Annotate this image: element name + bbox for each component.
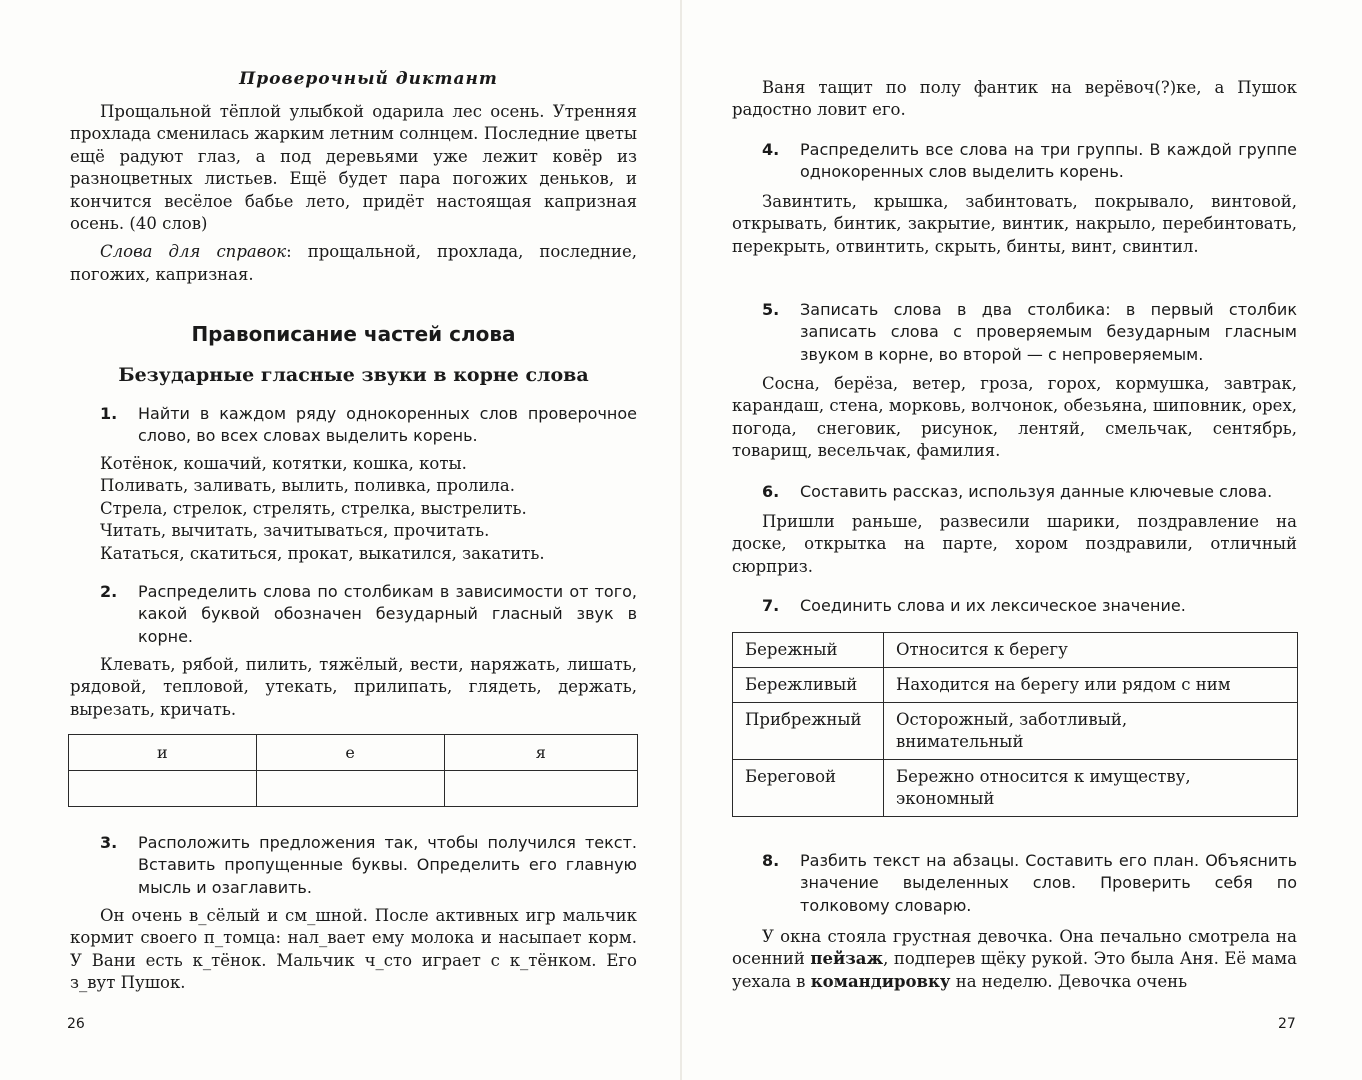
story-paragraph [732,926,1297,993]
meaning-cell: Находится на берегу или рядом с ним [884,668,1298,703]
task-2-words [70,654,637,721]
word-cell: Береговой [733,760,884,817]
task-number: 1. [100,404,118,423]
task-text: Найти в каждом ряду однокоренных слов проверочное слово, во всех словах выделить корень. [138,404,637,446]
answer-cell[interactable] [256,771,444,807]
right-page [681,0,1362,1080]
story-part: , подперев щёку рукой. Это была Аня. Её мама уехала в [732,949,1297,991]
task-text: Распределить слова по столбикам в зависимости от того, какой буквой обозначен безударный гласный звук в корне. [138,582,637,646]
meaning-cell: Бережно относится к имуществу, экономный [884,760,1298,817]
section-title: Правописание частей слова [191,322,516,346]
task-text: Записать слова в два столбика: в первый столбик записать слова с проверяемым безударным гласным звуком в корне, во второй — с непроверяемым. [800,300,1297,364]
table-row [733,760,1298,817]
task-5-words [732,373,1297,463]
task-text: Расположить предложения так, чтобы получился текст. Вставить пропущенные буквы. Определить его главную мысль и озаглавить. [138,833,637,897]
dictation-paragraph: Прощальной тёплой улыбкой одарила лес осень. Утренняя прохлада сменилась жарким летним солнцем. Последние цветы ещё радуют глаз, а под деревьями уже лежит ковёр из разноцветных листьев. Ещё будет пара погожих деньков, и кончится весёлое бабье лето, придёт настоящая капризная осень. (40 слов) [70,102,637,234]
task-number: 2. [100,582,118,601]
story-part: У окна стояла грустная девочка. Она печально смотрела на осенний [732,927,1297,969]
task-number: 6. [762,482,780,501]
dictation-text [70,101,637,286]
page-number: 26 [67,1016,85,1032]
task-2 [100,581,637,648]
column-header: е [256,735,444,771]
page-number: 27 [1278,1016,1296,1032]
sentences-paragraph: Он очень в_сёлый и см_шной. После активных игр мальчик кормит своего п_томца: нал_вает ему молока и насыпает корм. У Вани есть к_тёнок. Мальчик ч_сто играет с к_тёнком. Его з_вут Пушок. [70,906,637,993]
reference-list: : прощальной, прохлада, последние, погожих, капризная. [70,242,637,284]
task-text: Соединить слова и их лексическое значение. [800,596,1186,615]
answer-cell[interactable] [69,771,257,807]
keyword-list: Пришли раньше, развесили шарики, поздравление на доске, открытка на парте, хором поздравили, отличный сюрприз. [732,512,1297,576]
task-text: Разбить текст на абзацы. Составить его план. Объяснить значение выделенных слов. Проверить себя по толковому словарю. [800,851,1297,915]
task-4 [762,139,1297,184]
dictation-title: Проверочный диктант [239,69,498,89]
table-row [733,633,1298,668]
answer-cell[interactable] [444,771,637,807]
vowel-table [68,734,638,807]
task-text: Составить рассказ, используя данные ключевые слова. [800,482,1273,501]
word-row: Читать, вычитать, зачитываться, прочитать. [100,521,490,541]
task-1 [100,403,637,448]
task-8 [762,850,1297,917]
task-8-text [732,926,1297,993]
task-number: 5. [762,300,780,319]
task-6 [762,481,1297,503]
task-5 [762,299,1297,366]
word-cell: Бережливый [733,668,884,703]
word-row: Стрела, стрелок, стрелять, стрелка, выстрелить. [100,498,527,518]
table-row [733,668,1298,703]
meaning-cell: Относится к берегу [884,633,1298,668]
task-number: 7. [762,596,780,615]
task-4-words [732,191,1297,258]
task-3 [100,832,637,899]
highlighted-word: командировку [810,971,951,991]
task-6-words [732,511,1297,578]
task-text: Распределить все слова на три группы. В каждой группе однокоренных слов выделить корень. [800,140,1297,182]
word-list: Клевать, рябой, пилить, тяжёлый, вести, наряжать, лишать, рядовой, тепловой, утекать, прилипать, глядеть, держать, вырезать, кричать. [70,655,637,719]
task-number: 4. [762,140,780,159]
meaning-table [732,632,1298,817]
continuation-text [732,77,1297,122]
word-cell: Бережный [733,633,884,668]
story-part: на неделю. Девочка очень [950,971,1188,991]
word-row: Котёнок, кошачий, котятки, кошка, коты. [100,454,467,473]
column-header: я [444,735,637,771]
task-number: 8. [762,851,780,870]
task-3-text [70,905,637,995]
word-cell: Прибрежный [733,703,884,760]
task-1-rows [100,453,637,565]
continuation-paragraph: Ваня тащит по полу фантик на верёвоч(?)ке, а Пушок радостно ловит его. [732,78,1297,120]
table-row [733,703,1298,760]
subsection-title: Безударные гласные звуки в корне слова [118,364,589,386]
task-number: 3. [100,833,118,852]
word-list: Завинтить, крышка, забинтовать, покрывало, винтовой, открывать, бинтик, закрытие, винтик, накрыло, перебинтовать, перекрыть, отвинтить, скрыть, бинты, винт, свинтил. [732,192,1297,256]
column-header: и [69,735,257,771]
highlighted-word: пейзаж [810,949,884,969]
word-row: Кататься, скатиться, прокат, выкатился, закатить. [100,543,545,563]
task-7 [762,595,1297,617]
meaning-cell: Осторожный, заботливый, внимательный [884,703,1298,760]
word-row: Поливать, заливать, вылить, поливка, пролила. [100,476,515,496]
reference-label: Слова для справок [100,242,287,262]
word-list: Сосна, берёза, ветер, гроза, горох, кормушка, завтрак, карандаш, стена, морковь, волчонок, обезьяна, шиповник, орех, погода, снеговик, рисунок, лентяй, смельчак, сентябрь, товарищ, весельчак, фамилия. [732,374,1297,461]
reference-words [70,241,637,286]
